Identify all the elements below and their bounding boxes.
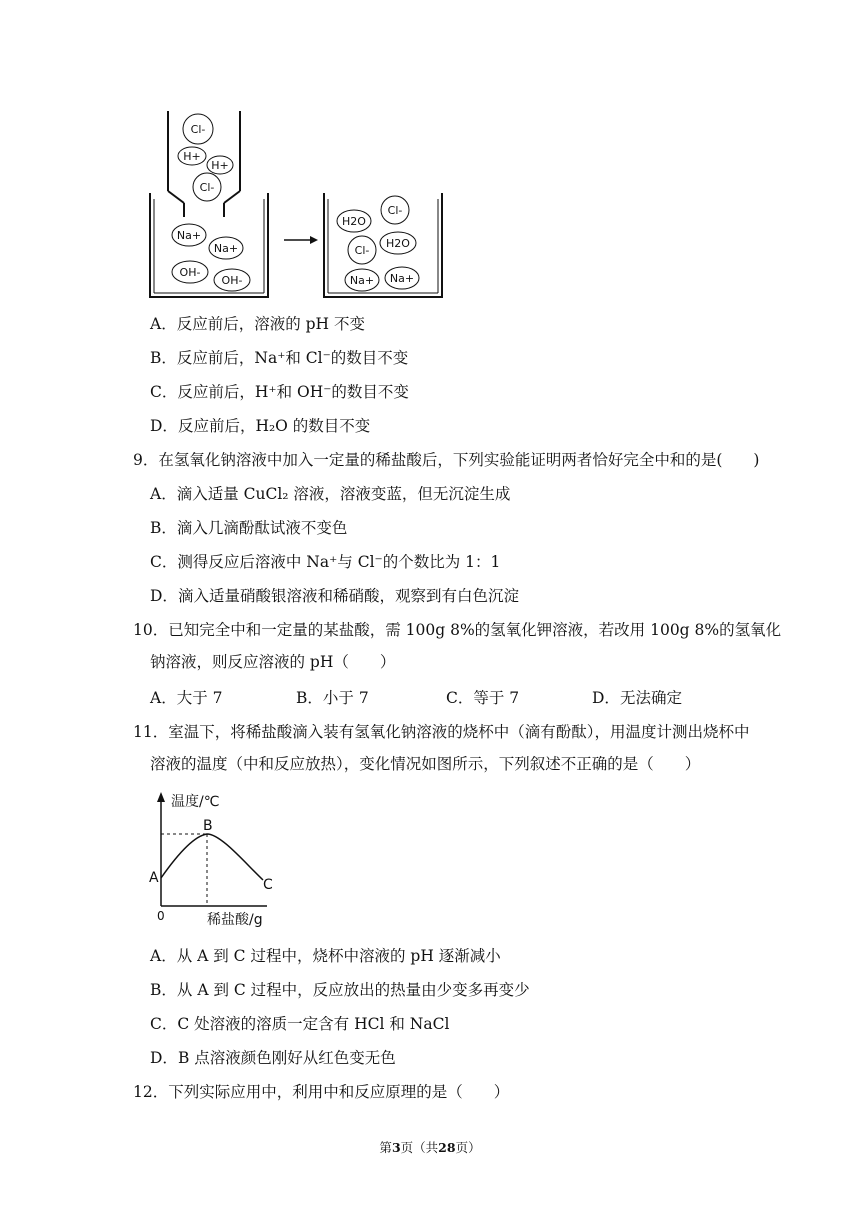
beaker-before-ion-label: OH- — [221, 274, 243, 287]
q10-stem-line2: 钠溶液，则反应溶液的 pH（ ） — [150, 653, 396, 671]
beaker-before-ion-label: OH- — [179, 266, 201, 279]
temperature-graph — [145, 788, 285, 928]
graph-point-a-label: A — [149, 870, 159, 886]
beaker-before-ion-label: Na+ — [176, 229, 202, 242]
q11-option-a: A．从 A 到 C 过程中，烧杯中溶液的 pH 逐渐减小 — [150, 947, 501, 965]
q11-option-d: D．B 点溶液颜色刚好从红色变无色 — [150, 1049, 396, 1067]
graph-origin-label: 0 — [157, 909, 165, 923]
q10-option-a: A．大于 7 — [150, 689, 223, 707]
q11-option-b: B．从 A 到 C 过程中，反应放出的热量由少变多再变少 — [150, 981, 530, 999]
page-footer: 第3页（共28页） — [379, 1140, 481, 1155]
q9-stem: 9．在氢氧化钠溶液中加入一定量的稀盐酸后，下列实验能证明两者恰好完全中和的是( ) — [133, 451, 760, 469]
beaker-after-ion-label: Na+ — [349, 274, 375, 287]
q10-option-d: D．无法确定 — [592, 689, 682, 707]
q12-stem: 12．下列实际应用中，利用中和反应原理的是（ ） — [133, 1083, 510, 1101]
graph-point-c-label: C — [263, 877, 273, 893]
beaker-after-ion-label: Cl- — [387, 204, 403, 217]
burette-ion-label: H+ — [211, 159, 229, 172]
q8-option-a: A．反应前后，溶液的 pH 不变 — [150, 315, 365, 333]
q8-option-b: B．反应前后，Na⁺和 Cl⁻的数目不变 — [150, 349, 409, 367]
burette-ion-label: H+ — [183, 150, 201, 163]
graph-point-b-label: B — [203, 818, 213, 834]
page-number: 3 — [391, 1140, 401, 1155]
q8-option-d: D．反应前后，H₂O 的数目不变 — [150, 417, 371, 435]
beaker-after-ion-label: H2O — [386, 237, 410, 250]
page-total: 28 — [438, 1140, 456, 1155]
q9-option-a: A．滴入适量 CuCl₂ 溶液，溶液变蓝，但无沉淀生成 — [150, 485, 511, 503]
burette-ion-label: Cl- — [190, 123, 206, 136]
q10-option-b: B．小于 7 — [296, 689, 369, 707]
q11-option-c: C．C 处溶液的溶质一定含有 HCl 和 NaCl — [150, 1015, 450, 1033]
neutralization-particle-diagram — [140, 105, 450, 305]
q9-option-d: D．滴入适量硝酸银溶液和稀硝酸，观察到有白色沉淀 — [150, 587, 519, 605]
q11-stem-line2: 溶液的温度（中和反应放热），变化情况如图所示，下列叙述不正确的是（ ） — [150, 755, 701, 773]
graph-y-axis-label: 温度/℃ — [171, 794, 220, 810]
q8-option-c: C．反应前后，H⁺和 OH⁻的数目不变 — [150, 383, 409, 401]
q9-option-c: C．测得反应后溶液中 Na⁺与 Cl⁻的个数比为 1：1 — [150, 553, 501, 571]
q10-option-c: C．等于 7 — [446, 689, 520, 707]
burette-ion-label: Cl- — [199, 181, 215, 194]
q11-stem-line1: 11．室温下，将稀盐酸滴入装有氢氧化钠溶液的烧杯中（滴有酚酞），用温度计测出烧杯中 — [133, 723, 750, 741]
beaker-after-ion-label: Cl- — [354, 244, 370, 257]
beaker-after-ion-label: H2O — [342, 215, 366, 228]
beaker-before-ion-label: Na+ — [213, 242, 239, 255]
graph-x-axis-label: 稀盐酸/g — [207, 912, 263, 928]
beaker-after-ion-label: Na+ — [389, 272, 415, 285]
q10-stem-line1: 10．已知完全中和一定量的某盐酸，需 100g 8%的氢氧化钾溶液，若改用 100g 8%的氢氧化 — [133, 621, 782, 639]
q9-option-b: B．滴入几滴酚酞试液不变色 — [150, 519, 348, 537]
